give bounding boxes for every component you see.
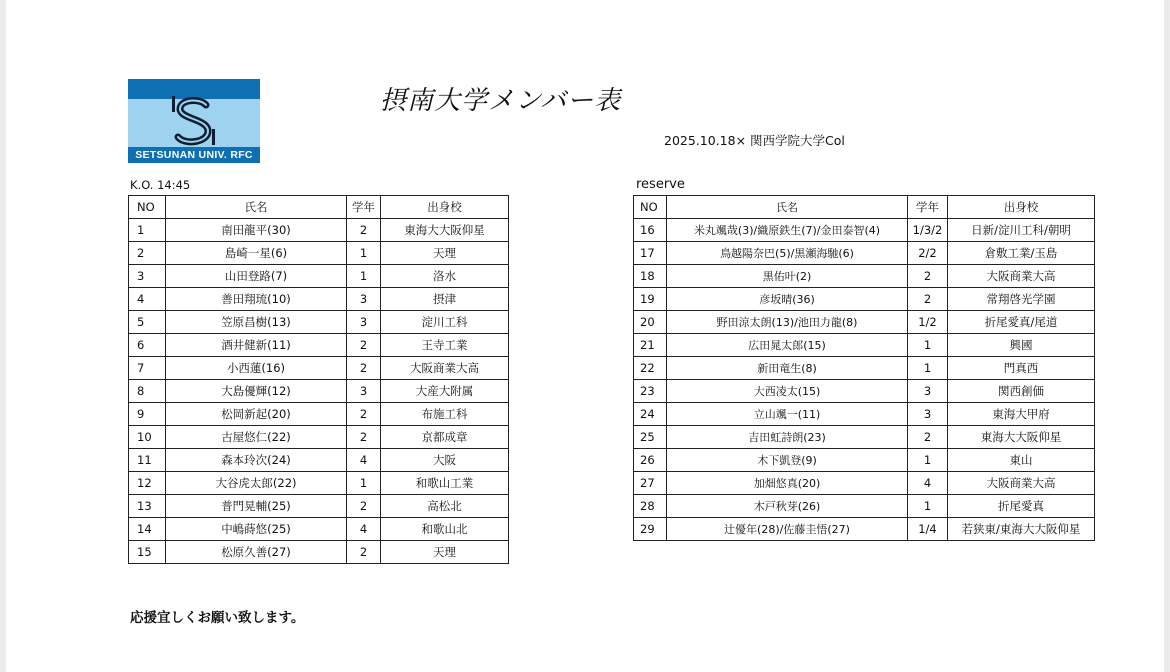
header-no: NO: [634, 196, 667, 219]
player-school: 王寺工業: [381, 334, 509, 357]
player-name: 善田翔琉(10): [166, 288, 347, 311]
player-name: 広田晁太郎(15): [667, 334, 908, 357]
table-row: [634, 426, 1095, 449]
player-number: 26: [634, 449, 667, 472]
player-grade: 4: [908, 472, 948, 495]
player-school: 大産大附属: [381, 380, 509, 403]
player-name: 鳥越陽奈巴(5)/黒瀬海馳(6): [667, 242, 908, 265]
table-row: [634, 288, 1095, 311]
player-school: 大阪商業大高: [381, 357, 509, 380]
player-number: 4: [129, 288, 166, 311]
player-school: 洛水: [381, 265, 509, 288]
player-number: 19: [634, 288, 667, 311]
player-grade: 1: [347, 242, 381, 265]
player-number: 21: [634, 334, 667, 357]
player-school: 東海大大阪仰星: [948, 426, 1095, 449]
table-header-row: [634, 196, 1095, 219]
player-grade: 2: [347, 495, 381, 518]
player-name: 中嶋蒔悠(25): [166, 518, 347, 541]
player-school: 折尾愛真/尾道: [948, 311, 1095, 334]
player-school: 倉敷工業/玉島: [948, 242, 1095, 265]
player-school: 若狭東/東海大大阪仰星: [948, 518, 1095, 541]
table-row: [129, 311, 509, 334]
player-grade: 1: [908, 334, 948, 357]
table-row: [129, 357, 509, 380]
table-row: [129, 403, 509, 426]
player-school: 大阪商業大高: [948, 265, 1095, 288]
player-number: 29: [634, 518, 667, 541]
player-grade: 1: [347, 265, 381, 288]
player-grade: 2/2: [908, 242, 948, 265]
player-grade: 1: [347, 472, 381, 495]
player-name: 黒佑叶(2): [667, 265, 908, 288]
table-row: [129, 426, 509, 449]
header-school: 出身校: [381, 196, 509, 219]
player-name: 立山颯一(11): [667, 403, 908, 426]
player-number: 5: [129, 311, 166, 334]
table-row: [129, 334, 509, 357]
match-info: 2025.10.18× 関西学院大学Col: [664, 133, 845, 148]
player-name: 木戸秋芽(26): [667, 495, 908, 518]
header-name: 氏名: [166, 196, 347, 219]
player-school: 淀川工科: [381, 311, 509, 334]
player-grade: 2: [347, 403, 381, 426]
player-number: 3: [129, 265, 166, 288]
player-number: 25: [634, 426, 667, 449]
kickoff-time: K.O. 14:45: [130, 178, 191, 192]
player-school: 折尾愛真: [948, 495, 1095, 518]
player-school: 大阪: [381, 449, 509, 472]
player-number: 13: [129, 495, 166, 518]
starters-table: [128, 195, 509, 564]
player-number: 9: [129, 403, 166, 426]
header-name: 氏名: [667, 196, 908, 219]
player-grade: 1: [908, 449, 948, 472]
player-name: 彦坂晴(36): [667, 288, 908, 311]
player-name: 新田竜生(8): [667, 357, 908, 380]
player-grade: 2: [347, 334, 381, 357]
table-row: [634, 357, 1095, 380]
table-row: [129, 495, 509, 518]
player-grade: 3: [347, 380, 381, 403]
player-number: 2: [129, 242, 166, 265]
player-name: 南田龍平(30): [166, 219, 347, 242]
player-school: 高松北: [381, 495, 509, 518]
player-school: 東海大甲府: [948, 403, 1095, 426]
player-number: 16: [634, 219, 667, 242]
player-school: 常翔啓光学園: [948, 288, 1095, 311]
player-school: 東海大大阪仰星: [381, 219, 509, 242]
player-school: 和歌山工業: [381, 472, 509, 495]
player-number: 11: [129, 449, 166, 472]
reserves-table: [633, 195, 1095, 541]
player-number: 27: [634, 472, 667, 495]
table-row: [634, 265, 1095, 288]
table-row: [634, 518, 1095, 541]
player-school: 関西創価: [948, 380, 1095, 403]
player-grade: 2: [908, 288, 948, 311]
player-number: 15: [129, 541, 166, 564]
team-logo: [128, 79, 260, 163]
player-number: 6: [129, 334, 166, 357]
player-number: 17: [634, 242, 667, 265]
table-row: [129, 288, 509, 311]
player-grade: 2: [908, 265, 948, 288]
player-name: 古屋悠仁(22): [166, 426, 347, 449]
player-number: 14: [129, 518, 166, 541]
player-school: 京都成章: [381, 426, 509, 449]
player-grade: 1/3/2: [908, 219, 948, 242]
table-row: [634, 495, 1095, 518]
player-grade: 4: [347, 518, 381, 541]
header-grade: 学年: [347, 196, 381, 219]
table-row: [129, 518, 509, 541]
table-row: [634, 472, 1095, 495]
player-name: 加畑悠真(20): [667, 472, 908, 495]
table-row: [634, 403, 1095, 426]
player-grade: 2: [347, 357, 381, 380]
table-row: [129, 472, 509, 495]
table-row: [129, 242, 509, 265]
reserve-label: reserve: [636, 177, 685, 192]
player-name: 松原久善(27): [166, 541, 347, 564]
player-school: 日新/淀川工科/朝明: [948, 219, 1095, 242]
player-name: 吉田虹詩朗(23): [667, 426, 908, 449]
player-name: 小西蓮(16): [166, 357, 347, 380]
player-name: 大島優輝(12): [166, 380, 347, 403]
player-school: 摂津: [381, 288, 509, 311]
player-name: 大谷虎太郎(22): [166, 472, 347, 495]
player-school: 東山: [948, 449, 1095, 472]
player-school: 興國: [948, 334, 1095, 357]
player-grade: 4: [347, 449, 381, 472]
table-header-row: [129, 196, 509, 219]
player-school: 大阪商業大高: [948, 472, 1095, 495]
player-grade: 2: [908, 426, 948, 449]
player-school: 天理: [381, 242, 509, 265]
player-name: 森本玲次(24): [166, 449, 347, 472]
player-school: 門真西: [948, 357, 1095, 380]
player-number: 23: [634, 380, 667, 403]
player-name: 野田涼太朗(13)/池田力龍(8): [667, 311, 908, 334]
header-school: 出身校: [948, 196, 1095, 219]
player-name: 酒井健新(11): [166, 334, 347, 357]
player-school: 天理: [381, 541, 509, 564]
player-grade: 3: [908, 403, 948, 426]
player-number: 18: [634, 265, 667, 288]
player-name: 山田登路(7): [166, 265, 347, 288]
player-number: 8: [129, 380, 166, 403]
header-grade: 学年: [908, 196, 948, 219]
table-row: [634, 311, 1095, 334]
table-row: [634, 334, 1095, 357]
player-number: 24: [634, 403, 667, 426]
player-grade: 1/4: [908, 518, 948, 541]
table-row: [129, 541, 509, 564]
table-row: [634, 380, 1095, 403]
player-grade: 1/2: [908, 311, 948, 334]
s-emblem-icon: [166, 95, 222, 149]
player-name: 辻優年(28)/佐藤圭悟(27): [667, 518, 908, 541]
player-name: 松岡新起(20): [166, 403, 347, 426]
player-school: 布施工科: [381, 403, 509, 426]
player-number: 10: [129, 426, 166, 449]
player-grade: 2: [347, 426, 381, 449]
player-number: 22: [634, 357, 667, 380]
table-row: [129, 449, 509, 472]
table-row: [129, 265, 509, 288]
player-name: 米丸颯哉(3)/織原鉄生(7)/金田泰智(4): [667, 219, 908, 242]
player-number: 28: [634, 495, 667, 518]
table-row: [634, 242, 1095, 265]
player-grade: 2: [347, 219, 381, 242]
player-grade: 2: [347, 541, 381, 564]
player-name: 普門晃輔(25): [166, 495, 347, 518]
closing-message: 応援宜しくお願い致します。: [130, 610, 305, 626]
player-grade: 3: [908, 380, 948, 403]
player-grade: 1: [908, 357, 948, 380]
header-no: NO: [129, 196, 166, 219]
table-row: [129, 219, 509, 242]
player-grade: 1: [908, 495, 948, 518]
player-grade: 3: [347, 311, 381, 334]
table-row: [634, 449, 1095, 472]
page-title: 摂南大学メンバー表: [380, 86, 622, 116]
player-name: 大西凌太(15): [667, 380, 908, 403]
table-row: [129, 380, 509, 403]
player-number: 7: [129, 357, 166, 380]
player-number: 12: [129, 472, 166, 495]
logo-text: SETSUNAN UNIV. RFC: [135, 149, 253, 161]
player-name: 島崎一星(6): [166, 242, 347, 265]
player-number: 1: [129, 219, 166, 242]
player-number: 20: [634, 311, 667, 334]
player-name: 木下凱登(9): [667, 449, 908, 472]
player-school: 和歌山北: [381, 518, 509, 541]
player-grade: 3: [347, 288, 381, 311]
table-row: [634, 219, 1095, 242]
player-name: 笠原昌樹(13): [166, 311, 347, 334]
